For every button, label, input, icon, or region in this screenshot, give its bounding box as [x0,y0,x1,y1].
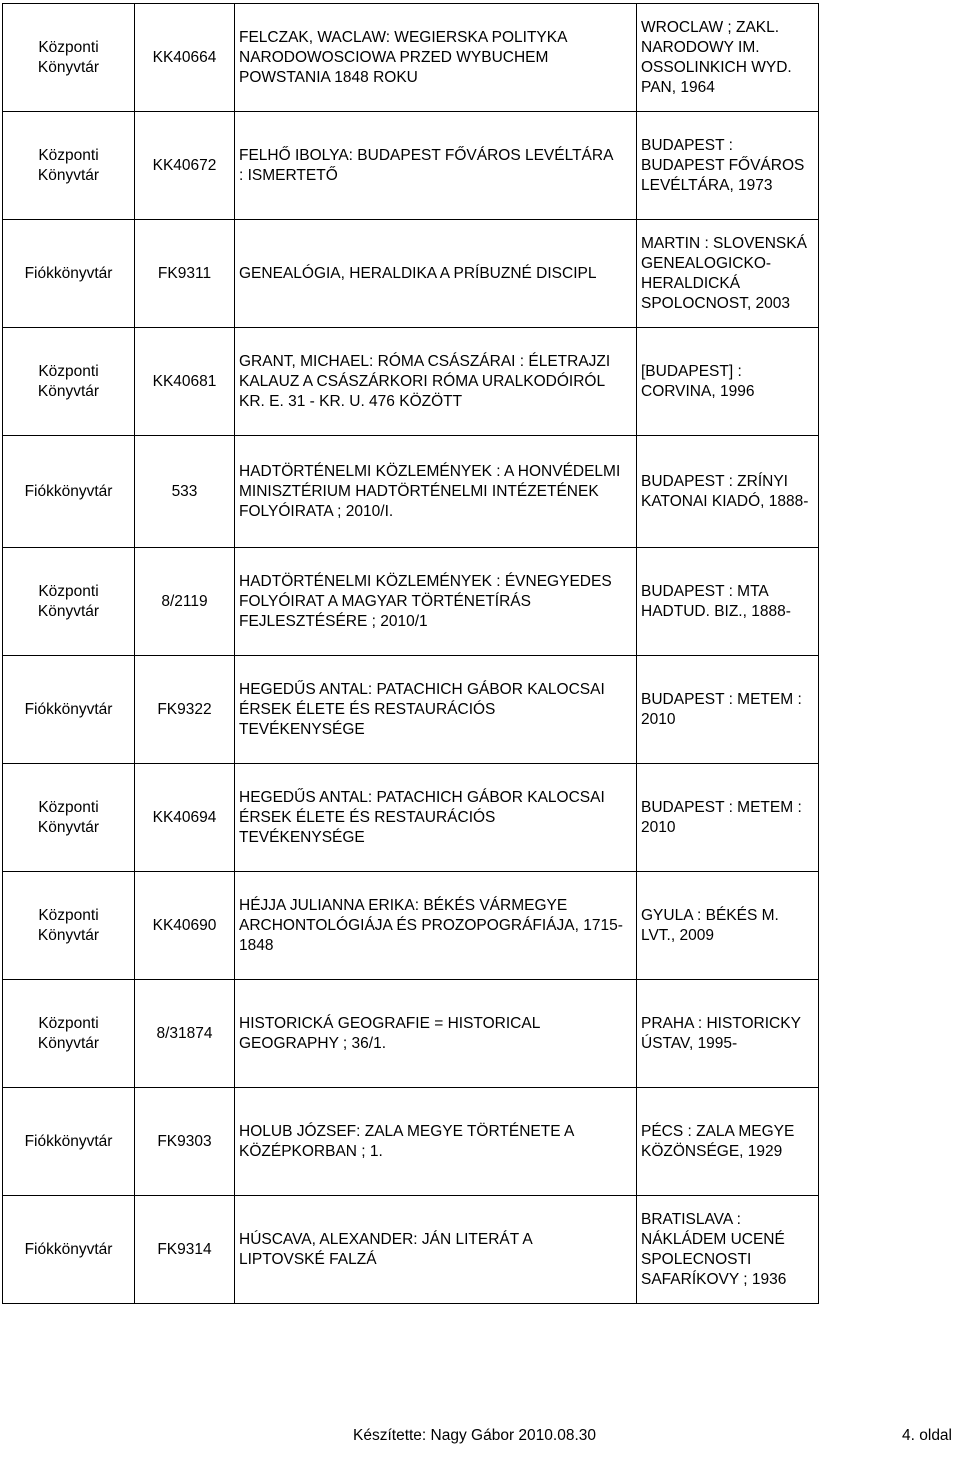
title-cell: GENEALÓGIA, HERALDIKA A PRÍBUZNÉ DISCIPL [235,220,637,328]
library-cell: Fiókkönyvtár [3,436,135,548]
publisher-cell: MARTIN : SLOVENSKÁ GENEALOGICKO- HERALDICKÁ SPOLOCNOST, 2003 [637,220,819,328]
call-number-cell: KK40681 [135,328,235,436]
publisher-cell: BUDAPEST : ZRÍNYI KATONAI KIADÓ, 1888- [637,436,819,548]
table-row [3,764,819,872]
title-cell: FELCZAK, WACLAW: WEGIERSKA POLITYKA NARODOWOSCIOWA PRZED WYBUCHEM POWSTANIA 1848 ROKU [235,4,637,112]
title-cell: HISTORICKÁ GEOGRAFIE = HISTORICAL GEOGRAPHY ; 36/1. [235,980,637,1088]
title-cell: HEGEDŰS ANTAL: PATACHICH GÁBOR KALOCSAI ÉRSEK ÉLETE ÉS RESTAURÁCIÓS TEVÉKENYSÉGE [235,764,637,872]
library-cell: Fiókkönyvtár [3,1088,135,1196]
library-cell: Központi Könyvtár [3,980,135,1088]
call-number-cell: 8/31874 [135,980,235,1088]
page-number: 4. oldal [902,1427,952,1444]
catalog-table [2,3,819,1304]
call-number-cell: KK40690 [135,872,235,980]
library-cell: Központi Könyvtár [3,4,135,112]
publisher-cell: BUDAPEST : METEM : 2010 [637,656,819,764]
call-number-cell: 533 [135,436,235,548]
table-row [3,220,819,328]
publisher-cell: [BUDAPEST] : CORVINA, 1996 [637,328,819,436]
library-cell: Központi Könyvtár [3,328,135,436]
library-cell: Fiókkönyvtár [3,1196,135,1304]
library-cell: Fiókkönyvtár [3,656,135,764]
publisher-cell: PÉCS : ZALA MEGYE KÖZÖNSÉGE, 1929 [637,1088,819,1196]
table-row [3,1196,819,1304]
library-cell: Fiókkönyvtár [3,220,135,328]
table-row [3,436,819,548]
table-row [3,872,819,980]
call-number-cell: KK40672 [135,112,235,220]
call-number-cell: KK40694 [135,764,235,872]
catalog-body [3,4,819,1304]
title-cell: GRANT, MICHAEL: RÓMA CSÁSZÁRAI : ÉLETRAJZI KALAUZ A CSÁSZÁRKORI RÓMA URALKODÓIRÓL KR. E. 31 - KR. U. 476 KÖZÖTT [235,328,637,436]
publisher-cell: BUDAPEST : METEM : 2010 [637,764,819,872]
call-number-cell: FK9322 [135,656,235,764]
footer-author: Készítette: Nagy Gábor 2010.08.30 [353,1427,596,1444]
publisher-cell: PRAHA : HISTORICKY ÚSTAV, 1995- [637,980,819,1088]
title-cell: HEGEDŰS ANTAL: PATACHICH GÁBOR KALOCSAI ÉRSEK ÉLETE ÉS RESTAURÁCIÓS TEVÉKENYSÉGE [235,656,637,764]
publisher-cell: BRATISLAVA : NÁKLÁDEM UCENÉ SPOLECNOSTI SAFARÍKOVY ; 1936 [637,1196,819,1304]
table-row [3,1088,819,1196]
call-number-cell: FK9314 [135,1196,235,1304]
table-row [3,4,819,112]
table-row [3,980,819,1088]
call-number-cell: FK9303 [135,1088,235,1196]
call-number-cell: KK40664 [135,4,235,112]
library-cell: Központi Könyvtár [3,872,135,980]
title-cell: HÚSCAVA, ALEXANDER: JÁN LITERÁT A LIPTOVSKÉ FALZÁ [235,1196,637,1304]
call-number-cell: 8/2119 [135,548,235,656]
title-cell: HOLUB JÓZSEF: ZALA MEGYE TÖRTÉNETE A KÖZÉPKORBAN ; 1. [235,1088,637,1196]
title-cell: HADTÖRTÉNELMI KÖZLEMÉNYEK : ÉVNEGYEDES FOLYÓIRAT A MAGYAR TÖRTÉNETÍRÁS FEJLESZTÉSÉRE ; 2010/1 [235,548,637,656]
title-cell: FELHŐ IBOLYA: BUDAPEST FŐVÁROS LEVÉLTÁRA : ISMERTETŐ [235,112,637,220]
table-row [3,328,819,436]
title-cell: HÉJJA JULIANNA ERIKA: BÉKÉS VÁRMEGYE ARCHONTOLÓGIÁJA ÉS PROZOPOGRÁFIÁJA, 1715- 1848 [235,872,637,980]
publisher-cell: BUDAPEST : BUDAPEST FŐVÁROS LEVÉLTÁRA, 1973 [637,112,819,220]
library-cell: Központi Könyvtár [3,548,135,656]
library-cell: Központi Könyvtár [3,764,135,872]
title-cell: HADTÖRTÉNELMI KÖZLEMÉNYEK : A HONVÉDELMI MINISZTÉRIUM HADTÖRTÉNELMI INTÉZETÉNEK FOLYÓIRATA ; 2010/I. [235,436,637,548]
publisher-cell: WROCLAW ; ZAKL. NARODOWY IM. OSSOLINKICH WYD. PAN, 1964 [637,4,819,112]
publisher-cell: GYULA : BÉKÉS M. LVT., 2009 [637,872,819,980]
table-row [3,656,819,764]
call-number-cell: FK9311 [135,220,235,328]
table-row [3,112,819,220]
table-row [3,548,819,656]
library-cell: Központi Könyvtár [3,112,135,220]
publisher-cell: BUDAPEST : MTA HADTUD. BIZ., 1888- [637,548,819,656]
